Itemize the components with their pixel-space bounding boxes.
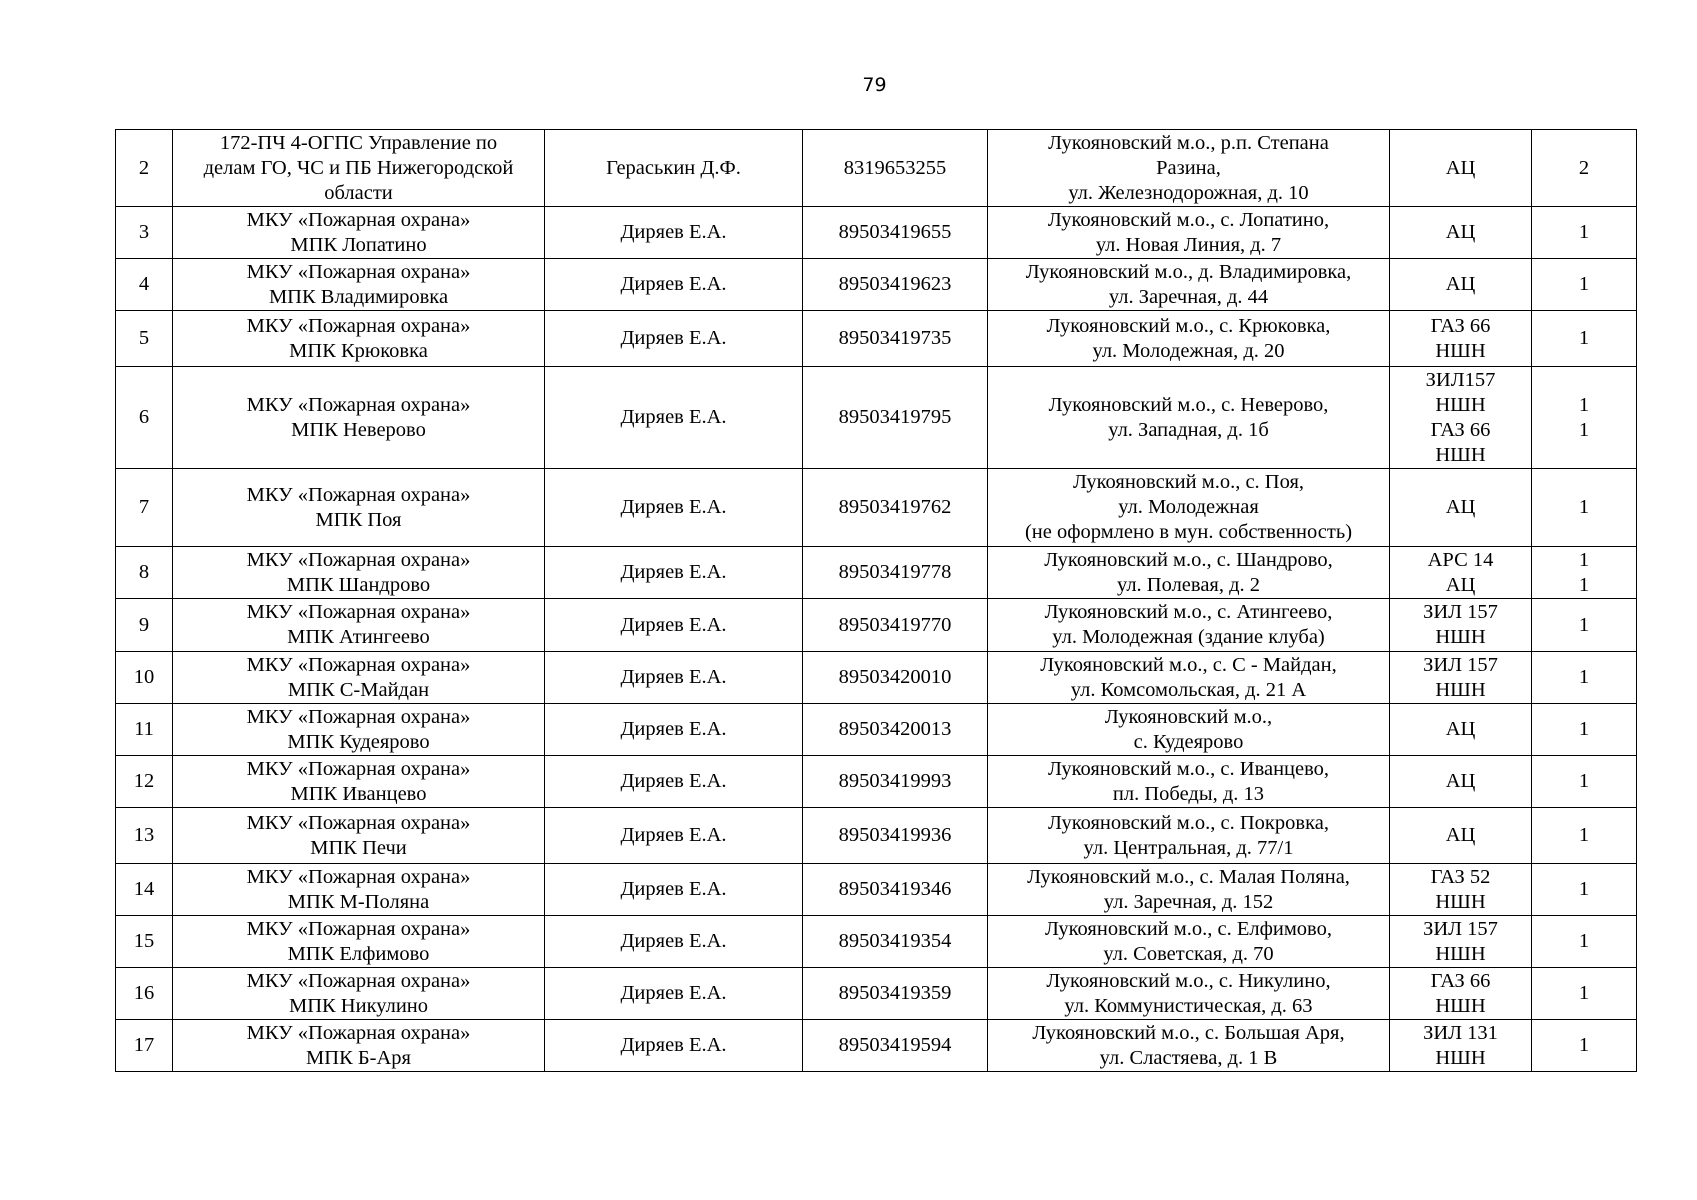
phone-cell: 89503420010 bbox=[803, 652, 988, 704]
row-number-cell: 17 bbox=[116, 1020, 173, 1072]
table-row bbox=[116, 968, 1637, 1020]
vehicle-type-cell: ГАЗ 52 НШН bbox=[1390, 864, 1532, 916]
fire-units-table bbox=[115, 129, 1637, 1072]
vehicle-count-cell: 1 bbox=[1532, 311, 1637, 367]
row-number-cell: 16 bbox=[116, 968, 173, 1020]
organization-cell: МКУ «Пожарная охрана» МПК Поя bbox=[173, 469, 545, 547]
phone-cell: 89503419795 bbox=[803, 367, 988, 469]
vehicle-type-cell: АЦ bbox=[1390, 704, 1532, 756]
phone-cell: 89503419346 bbox=[803, 864, 988, 916]
organization-cell: МКУ «Пожарная охрана» МПК С-Майдан bbox=[173, 652, 545, 704]
head-name-cell: Диряев Е.А. bbox=[545, 652, 803, 704]
page-number: 79 bbox=[862, 74, 887, 96]
address-cell: Лукояновский м.о., с. Большая Аря, ул. Сластяева, д. 1 В bbox=[988, 1020, 1390, 1072]
vehicle-count-cell: 1 bbox=[1532, 652, 1637, 704]
vehicle-count-cell: 1 bbox=[1532, 469, 1637, 547]
phone-cell: 89503419623 bbox=[803, 259, 988, 311]
row-number-cell: 3 bbox=[116, 207, 173, 259]
head-name-cell: Диряев Е.А. bbox=[545, 1020, 803, 1072]
row-number-cell: 9 bbox=[116, 599, 173, 652]
phone-cell: 89503419993 bbox=[803, 756, 988, 808]
vehicle-count-cell: 1 bbox=[1532, 756, 1637, 808]
row-number-cell: 14 bbox=[116, 864, 173, 916]
table-row bbox=[116, 756, 1637, 808]
head-name-cell: Диряев Е.А. bbox=[545, 968, 803, 1020]
phone-cell: 89503419735 bbox=[803, 311, 988, 367]
vehicle-count-cell: 2 bbox=[1532, 130, 1637, 207]
head-name-cell: Диряев Е.А. bbox=[545, 311, 803, 367]
vehicle-count-cell: 1 bbox=[1532, 916, 1637, 968]
vehicle-count-cell: 1 bbox=[1532, 864, 1637, 916]
table-row bbox=[116, 130, 1637, 207]
phone-cell: 89503420013 bbox=[803, 704, 988, 756]
phone-cell: 89503419762 bbox=[803, 469, 988, 547]
head-name-cell: Диряев Е.А. bbox=[545, 704, 803, 756]
table-row bbox=[116, 259, 1637, 311]
address-cell: Лукояновский м.о., с. Атингеево, ул. Молодежная (здание клуба) bbox=[988, 599, 1390, 652]
vehicle-count-cell: 1 bbox=[1532, 808, 1637, 864]
vehicle-type-cell: ЗИЛ 157 НШН bbox=[1390, 599, 1532, 652]
phone-cell: 89503419770 bbox=[803, 599, 988, 652]
organization-cell: МКУ «Пожарная охрана» МПК Крюковка bbox=[173, 311, 545, 367]
table-row bbox=[116, 311, 1637, 367]
table-row bbox=[116, 864, 1637, 916]
address-cell: Лукояновский м.о., с. Иванцево, пл. Победы, д. 13 bbox=[988, 756, 1390, 808]
address-cell: Лукояновский м.о., с. Крюковка, ул. Молодежная, д. 20 bbox=[988, 311, 1390, 367]
table-row bbox=[116, 916, 1637, 968]
phone-cell: 89503419936 bbox=[803, 808, 988, 864]
address-cell: Лукояновский м.о., с. Елфимово, ул. Советская, д. 70 bbox=[988, 916, 1390, 968]
table-row bbox=[116, 547, 1637, 599]
phone-cell: 89503419354 bbox=[803, 916, 988, 968]
head-name-cell: Диряев Е.А. bbox=[545, 469, 803, 547]
row-number-cell: 13 bbox=[116, 808, 173, 864]
address-cell: Лукояновский м.о., с. Шандрово, ул. Полевая, д. 2 bbox=[988, 547, 1390, 599]
head-name-cell: Диряев Е.А. bbox=[545, 756, 803, 808]
organization-cell: МКУ «Пожарная охрана» МПК Шандрово bbox=[173, 547, 545, 599]
row-number-cell: 12 bbox=[116, 756, 173, 808]
head-name-cell: Диряев Е.А. bbox=[545, 864, 803, 916]
vehicle-type-cell: АЦ bbox=[1390, 469, 1532, 547]
head-name-cell: Гераськин Д.Ф. bbox=[545, 130, 803, 207]
table-row bbox=[116, 1020, 1637, 1072]
vehicle-type-cell: АЦ bbox=[1390, 756, 1532, 808]
row-number-cell: 8 bbox=[116, 547, 173, 599]
row-number-cell: 7 bbox=[116, 469, 173, 547]
organization-cell: МКУ «Пожарная охрана» МПК Иванцево bbox=[173, 756, 545, 808]
address-cell: Лукояновский м.о., с. Никулино, ул. Коммунистическая, д. 63 bbox=[988, 968, 1390, 1020]
vehicle-count-cell: 1 bbox=[1532, 704, 1637, 756]
vehicle-count-cell: 1 bbox=[1532, 207, 1637, 259]
organization-cell: МКУ «Пожарная охрана» МПК Никулино bbox=[173, 968, 545, 1020]
table-row bbox=[116, 652, 1637, 704]
vehicle-count-cell: 1 bbox=[1532, 259, 1637, 311]
address-cell: Лукояновский м.о., с. Малая Поляна, ул. Заречная, д. 152 bbox=[988, 864, 1390, 916]
address-cell: Лукояновский м.о., с. Поя, ул. Молодежная (не оформлено в мун. собственность) bbox=[988, 469, 1390, 547]
row-number-cell: 11 bbox=[116, 704, 173, 756]
head-name-cell: Диряев Е.А. bbox=[545, 547, 803, 599]
table-body bbox=[116, 130, 1637, 1072]
vehicle-type-cell: АЦ bbox=[1390, 808, 1532, 864]
vehicle-type-cell: АРС 14 АЦ bbox=[1390, 547, 1532, 599]
organization-cell: МКУ «Пожарная охрана» МПК Б-Аря bbox=[173, 1020, 545, 1072]
row-number-cell: 5 bbox=[116, 311, 173, 367]
address-cell: Лукояновский м.о., с. Покровка, ул. Центральная, д. 77/1 bbox=[988, 808, 1390, 864]
organization-cell: МКУ «Пожарная охрана» МПК Неверово bbox=[173, 367, 545, 469]
organization-cell: МКУ «Пожарная охрана» МПК М-Поляна bbox=[173, 864, 545, 916]
table-row bbox=[116, 599, 1637, 652]
vehicle-type-cell: ЗИЛ 131 НШН bbox=[1390, 1020, 1532, 1072]
address-cell: Лукояновский м.о., д. Владимировка, ул. Заречная, д. 44 bbox=[988, 259, 1390, 311]
row-number-cell: 6 bbox=[116, 367, 173, 469]
table-row bbox=[116, 704, 1637, 756]
head-name-cell: Диряев Е.А. bbox=[545, 367, 803, 469]
vehicle-count-cell: 1 bbox=[1532, 968, 1637, 1020]
organization-cell: МКУ «Пожарная охрана» МПК Лопатино bbox=[173, 207, 545, 259]
head-name-cell: Диряев Е.А. bbox=[545, 808, 803, 864]
vehicle-type-cell: ЗИЛ157 НШН ГАЗ 66 НШН bbox=[1390, 367, 1532, 469]
head-name-cell: Диряев Е.А. bbox=[545, 207, 803, 259]
phone-cell: 89503419359 bbox=[803, 968, 988, 1020]
address-cell: Лукояновский м.о., с. Кудеярово bbox=[988, 704, 1390, 756]
row-number-cell: 4 bbox=[116, 259, 173, 311]
vehicle-type-cell: АЦ bbox=[1390, 130, 1532, 207]
vehicle-count-cell: 1 bbox=[1532, 599, 1637, 652]
phone-cell: 89503419655 bbox=[803, 207, 988, 259]
organization-cell: МКУ «Пожарная охрана» МПК Елфимово bbox=[173, 916, 545, 968]
vehicle-count-cell: 1 1 bbox=[1532, 547, 1637, 599]
organization-cell: 172-ПЧ 4-ОГПС Управление по делам ГО, ЧС и ПБ Нижегородской области bbox=[173, 130, 545, 207]
row-number-cell: 15 bbox=[116, 916, 173, 968]
organization-cell: МКУ «Пожарная охрана» МПК Владимировка bbox=[173, 259, 545, 311]
head-name-cell: Диряев Е.А. bbox=[545, 599, 803, 652]
vehicle-type-cell: ГАЗ 66 НШН bbox=[1390, 311, 1532, 367]
vehicle-type-cell: ГАЗ 66 НШН bbox=[1390, 968, 1532, 1020]
vehicle-count-cell: 1 1 bbox=[1532, 367, 1637, 469]
phone-cell: 89503419594 bbox=[803, 1020, 988, 1072]
vehicle-type-cell: АЦ bbox=[1390, 207, 1532, 259]
row-number-cell: 10 bbox=[116, 652, 173, 704]
address-cell: Лукояновский м.о., р.п. Степана Разина, ул. Железнодорожная, д. 10 bbox=[988, 130, 1390, 207]
organization-cell: МКУ «Пожарная охрана» МПК Кудеярово bbox=[173, 704, 545, 756]
address-cell: Лукояновский м.о., с. Неверово, ул. Западная, д. 1б bbox=[988, 367, 1390, 469]
table-row bbox=[116, 207, 1637, 259]
row-number-cell: 2 bbox=[116, 130, 173, 207]
organization-cell: МКУ «Пожарная охрана» МПК Печи bbox=[173, 808, 545, 864]
vehicle-type-cell: АЦ bbox=[1390, 259, 1532, 311]
head-name-cell: Диряев Е.А. bbox=[545, 916, 803, 968]
vehicle-count-cell: 1 bbox=[1532, 1020, 1637, 1072]
table-row bbox=[116, 808, 1637, 864]
table-row bbox=[116, 469, 1637, 547]
address-cell: Лукояновский м.о., с. Лопатино, ул. Новая Линия, д. 7 bbox=[988, 207, 1390, 259]
vehicle-type-cell: ЗИЛ 157 НШН bbox=[1390, 652, 1532, 704]
address-cell: Лукояновский м.о., с. С - Майдан, ул. Комсомольская, д. 21 А bbox=[988, 652, 1390, 704]
head-name-cell: Диряев Е.А. bbox=[545, 259, 803, 311]
table-row bbox=[116, 367, 1637, 469]
phone-cell: 8319653255 bbox=[803, 130, 988, 207]
vehicle-type-cell: ЗИЛ 157 НШН bbox=[1390, 916, 1532, 968]
phone-cell: 89503419778 bbox=[803, 547, 988, 599]
organization-cell: МКУ «Пожарная охрана» МПК Атингеево bbox=[173, 599, 545, 652]
